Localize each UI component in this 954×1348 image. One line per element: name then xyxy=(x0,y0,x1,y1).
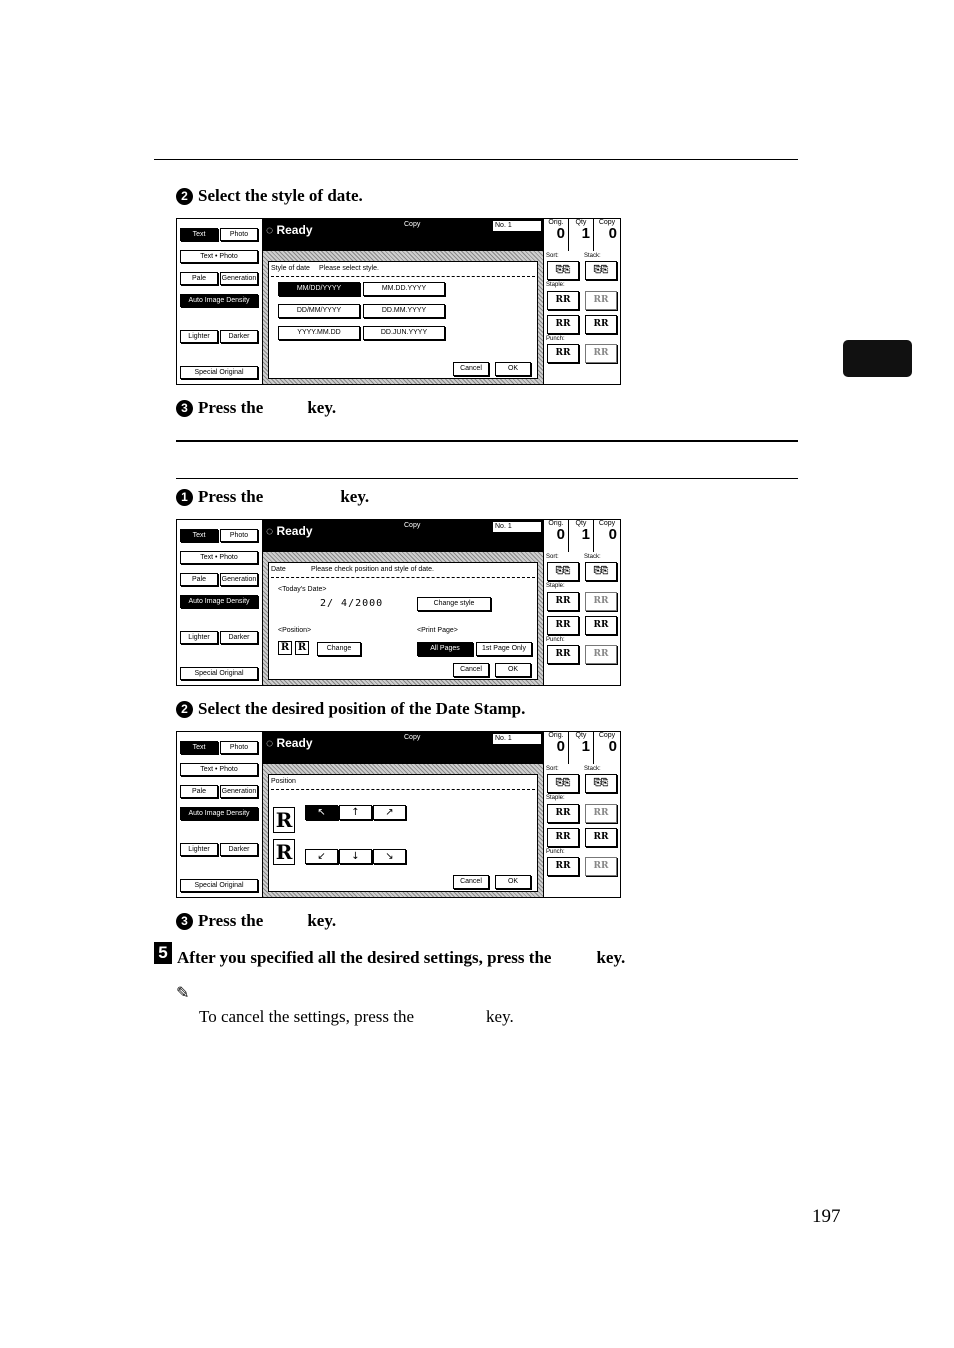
punch-icon[interactable]: RR xyxy=(547,344,579,363)
generation-button[interactable]: Generation xyxy=(220,272,258,285)
arrow-upper-left-button[interactable]: ↖ xyxy=(305,805,338,820)
dialog-divider xyxy=(271,789,535,790)
staple-label: Staple: xyxy=(546,583,565,589)
darker-button[interactable]: Darker xyxy=(220,330,258,343)
copy-counter: Copy 0 xyxy=(598,520,617,543)
punch-icon[interactable]: RR xyxy=(547,645,579,664)
print-page-label: <Print Page> xyxy=(417,627,458,634)
main-area xyxy=(263,219,543,384)
lighter-button[interactable]: Lighter xyxy=(180,330,218,343)
ready-status: ◌ Ready xyxy=(266,223,313,237)
chapter-tab xyxy=(843,340,912,377)
sort-label: Sort: xyxy=(546,554,559,560)
sort-label: Sort: xyxy=(546,766,559,772)
staple-icon[interactable]: RR xyxy=(585,804,617,823)
style-option[interactable]: YYYY.MM.DD xyxy=(278,326,360,340)
section-subrule xyxy=(176,478,798,479)
punch-icon[interactable]: RR xyxy=(585,857,617,876)
copy-label: Copy xyxy=(404,734,421,741)
dialog-title: Position xyxy=(271,778,296,785)
status-bar xyxy=(263,520,543,552)
staple-icon[interactable]: RR xyxy=(585,592,617,611)
text-button[interactable]: Text xyxy=(180,741,218,754)
stack-label: Stack: xyxy=(584,253,601,259)
orig-counter: Orig. 0 xyxy=(544,732,569,764)
arrow-upper-right-button[interactable]: ↗ xyxy=(373,805,406,820)
lighter-button[interactable]: Lighter xyxy=(180,843,218,856)
photo-button[interactable]: Photo xyxy=(220,228,258,241)
right-column xyxy=(543,732,620,897)
auto-density-button[interactable]: Auto Image Density xyxy=(180,807,258,820)
pale-button[interactable]: Pale xyxy=(180,272,218,285)
arrow-lower-right-button[interactable]: ↘ xyxy=(373,849,406,864)
stack-icon[interactable]: ⎘⎘ xyxy=(585,261,617,280)
step-number: 2 xyxy=(176,188,193,205)
dialog-prompt: Please select style. xyxy=(319,265,379,272)
bottom-position-preview-icon: R xyxy=(273,839,295,865)
sort-icon[interactable]: ⎘⎘ xyxy=(547,261,579,280)
punch-icon[interactable]: RR xyxy=(585,645,617,664)
staple-icon[interactable]: RR xyxy=(585,616,617,635)
job-number: No. 1 xyxy=(492,521,542,533)
dialog-title: Style of date xyxy=(271,265,310,272)
style-option[interactable]: MM.DD.YYYY xyxy=(363,282,445,296)
arrow-down-button[interactable]: ↓ xyxy=(339,849,372,864)
step-select-style: 2 Select the style of date. xyxy=(176,186,363,206)
panel-position xyxy=(176,731,621,898)
copy-label: Copy xyxy=(404,522,421,529)
staple-icon[interactable]: RR xyxy=(547,291,579,310)
status-bar xyxy=(263,732,543,764)
stack-icon[interactable]: ⎘⎘ xyxy=(585,774,617,793)
photo-button[interactable]: Photo xyxy=(220,741,258,754)
right-column xyxy=(543,520,620,685)
text-button[interactable]: Text xyxy=(180,529,218,542)
ok-button[interactable]: OK xyxy=(495,362,531,376)
punch-label: Punch: xyxy=(546,849,565,855)
auto-density-button[interactable]: Auto Image Density xyxy=(180,595,258,608)
punch-icon[interactable]: RR xyxy=(585,344,617,363)
note-text: To cancel the settings, press the key. xyxy=(199,1007,514,1026)
position-label: <Position> xyxy=(278,627,312,634)
lighter-button[interactable]: Lighter xyxy=(180,631,218,644)
text-button[interactable]: Text xyxy=(180,228,218,241)
job-number: No. 1 xyxy=(492,220,542,232)
step-5-number: 5 xyxy=(154,942,172,964)
position-r-icon: R xyxy=(278,641,292,655)
staple-icon[interactable]: RR xyxy=(585,291,617,310)
style-option[interactable]: DD.JUN.YYYY xyxy=(363,326,445,340)
generation-button[interactable]: Generation xyxy=(220,785,258,798)
punch-label: Punch: xyxy=(546,336,565,342)
dialog-divider xyxy=(271,577,535,578)
all-pages-button[interactable]: All Pages xyxy=(417,642,473,656)
staple-icon[interactable]: RR xyxy=(547,592,579,611)
top-position-preview-icon: R xyxy=(273,807,295,833)
cancel-button[interactable]: Cancel xyxy=(453,663,489,677)
position-dialog xyxy=(268,774,538,892)
pale-button[interactable]: Pale xyxy=(180,573,218,586)
style-dialog xyxy=(268,261,538,379)
punch-icon[interactable]: RR xyxy=(547,857,579,876)
arrow-up-button[interactable]: ↑ xyxy=(339,805,372,820)
staple-label: Staple: xyxy=(546,282,565,288)
photo-button[interactable]: Photo xyxy=(220,529,258,542)
special-original-button[interactable]: Special Original xyxy=(180,667,258,680)
qty-counter: Qty 1 xyxy=(569,520,594,552)
ok-button[interactable]: OK xyxy=(495,663,531,677)
pale-button[interactable]: Pale xyxy=(180,785,218,798)
left-column xyxy=(177,219,263,384)
todays-date-label: <Today's Date> xyxy=(278,586,327,593)
staple-icon[interactable]: RR xyxy=(585,315,617,334)
date-dialog xyxy=(268,562,538,680)
dialog-title: Date xyxy=(271,566,286,573)
copy-counter: Copy 0 xyxy=(598,732,617,755)
panel-date xyxy=(176,519,621,686)
special-original-button[interactable]: Special Original xyxy=(180,879,258,892)
punch-label: Punch: xyxy=(546,637,565,643)
status-bar xyxy=(263,219,543,251)
section-rule xyxy=(176,440,798,442)
step-press-date: 1 Press the key. xyxy=(176,487,369,507)
job-number: No. 1 xyxy=(492,733,542,745)
cancel-button[interactable]: Cancel xyxy=(453,875,489,889)
darker-button[interactable]: Darker xyxy=(220,631,258,644)
style-option[interactable]: MM/DD/YYYY xyxy=(278,282,360,296)
dialog-prompt: Please check position and style of date. xyxy=(311,566,434,573)
stack-label: Stack: xyxy=(584,766,601,772)
staple-icon[interactable]: RR xyxy=(547,616,579,635)
style-option[interactable]: DD/MM/YYYY xyxy=(278,304,360,318)
main-area xyxy=(263,520,543,685)
dialog-divider xyxy=(271,276,535,277)
text-photo-button[interactable]: Text • Photo xyxy=(180,551,258,564)
generation-button[interactable]: Generation xyxy=(220,573,258,586)
copy-counter: Copy 0 xyxy=(598,219,617,242)
note-pencil-icon: ✎ xyxy=(176,983,190,1002)
darker-button[interactable]: Darker xyxy=(220,843,258,856)
staple-icon[interactable]: RR xyxy=(547,315,579,334)
position-r-icon: R xyxy=(295,641,309,655)
sort-label: Sort: xyxy=(546,253,559,259)
copy-label: Copy xyxy=(404,221,421,228)
qty-counter: Qty 1 xyxy=(569,732,594,764)
left-column xyxy=(177,520,263,685)
main-area xyxy=(263,732,543,897)
stack-label: Stack: xyxy=(584,554,601,560)
staple-icon[interactable]: RR xyxy=(585,828,617,847)
staple-icon[interactable]: RR xyxy=(547,828,579,847)
ready-status: ◌ Ready xyxy=(266,736,313,750)
step-press-ok-2: 3 Press the key. xyxy=(176,911,336,931)
ready-status: ◌ Ready xyxy=(266,524,313,538)
special-original-button[interactable]: Special Original xyxy=(180,366,258,379)
qty-counter: Qty 1 xyxy=(569,219,594,251)
staple-label: Staple: xyxy=(546,795,565,801)
arrow-lower-left-button[interactable]: ↙ xyxy=(305,849,338,864)
header-rule xyxy=(154,159,798,160)
orig-counter: Orig. 0 xyxy=(544,520,569,552)
change-style-button[interactable]: Change style xyxy=(417,597,491,611)
todays-date-value: 2/ 4/2000 xyxy=(320,598,384,609)
panel-style-of-date xyxy=(176,218,621,385)
style-option[interactable]: DD.MM.YYYY xyxy=(363,304,445,318)
staple-icon[interactable]: RR xyxy=(547,804,579,823)
right-column xyxy=(543,219,620,384)
change-position-button[interactable]: Change xyxy=(317,642,361,656)
step-select-position: 2 Select the desired position of the Date Stamp. xyxy=(176,699,525,719)
step-press-ok: 3 Press the key. xyxy=(176,398,336,418)
orig-counter: Orig. 0 xyxy=(544,219,569,251)
first-page-only-button[interactable]: 1st Page Only xyxy=(476,642,532,656)
sort-icon[interactable]: ⎘⎘ xyxy=(547,774,579,793)
cancel-button[interactable]: Cancel xyxy=(453,362,489,376)
ok-button[interactable]: OK xyxy=(495,875,531,889)
sort-icon[interactable]: ⎘⎘ xyxy=(547,562,579,581)
auto-density-button[interactable]: Auto Image Density xyxy=(180,294,258,307)
page-number: 197 xyxy=(812,1206,841,1227)
text-photo-button[interactable]: Text • Photo xyxy=(180,250,258,263)
stack-icon[interactable]: ⎘⎘ xyxy=(585,562,617,581)
text-photo-button[interactable]: Text • Photo xyxy=(180,763,258,776)
left-column xyxy=(177,732,263,897)
step-press-start: After you specified all the desired settings, press the key. xyxy=(177,948,626,967)
